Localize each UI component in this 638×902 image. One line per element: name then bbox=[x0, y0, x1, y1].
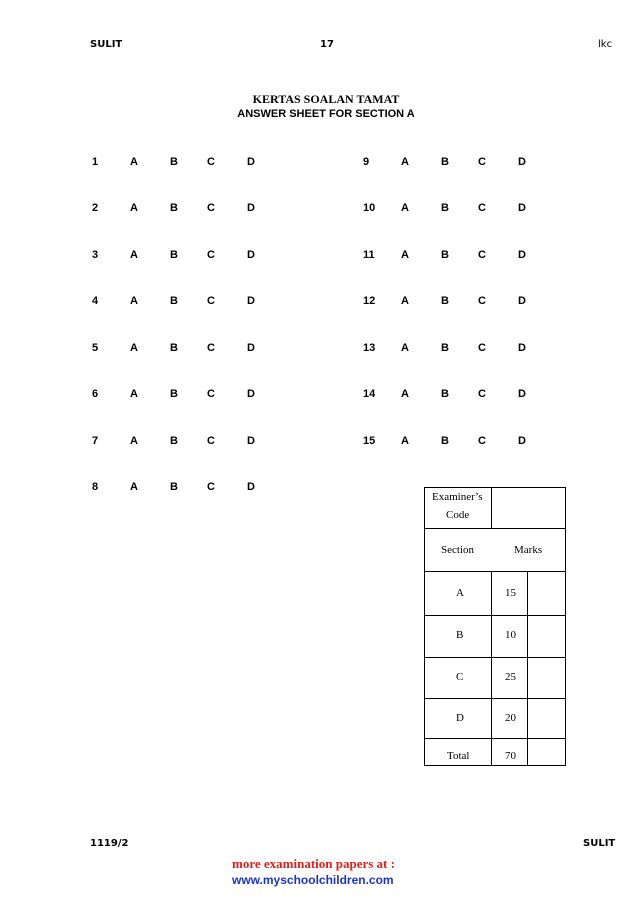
option-c[interactable]: C bbox=[207, 249, 215, 261]
header-sulit: SULIT bbox=[90, 39, 123, 50]
option-a[interactable]: A bbox=[130, 202, 138, 214]
option-a[interactable]: A bbox=[130, 342, 138, 354]
page-number: 17 bbox=[320, 39, 334, 50]
marks-header: Marks bbox=[514, 544, 543, 556]
section-a-marks: 15 bbox=[505, 587, 516, 599]
option-d[interactable]: D bbox=[518, 202, 526, 214]
section-d-marks: 20 bbox=[505, 712, 516, 724]
option-d[interactable]: D bbox=[518, 295, 526, 307]
question-number: 15 bbox=[363, 435, 376, 447]
option-b[interactable]: B bbox=[170, 435, 178, 447]
section-a-label: A bbox=[456, 587, 464, 599]
question-row bbox=[363, 202, 623, 216]
option-c[interactable]: C bbox=[207, 295, 215, 307]
question-number: 10 bbox=[363, 202, 376, 214]
option-b[interactable]: B bbox=[441, 156, 449, 168]
option-a[interactable]: A bbox=[130, 481, 138, 493]
option-b[interactable]: B bbox=[170, 295, 178, 307]
section-header: Section bbox=[441, 544, 474, 556]
option-b[interactable]: B bbox=[441, 342, 449, 354]
option-a[interactable]: A bbox=[130, 249, 138, 261]
question-row bbox=[92, 295, 352, 309]
question-row bbox=[92, 156, 352, 170]
option-d[interactable]: D bbox=[247, 295, 255, 307]
question-row bbox=[92, 249, 352, 263]
section-b-label: B bbox=[456, 629, 464, 641]
option-c[interactable]: C bbox=[478, 388, 486, 400]
option-a[interactable]: A bbox=[401, 342, 409, 354]
option-d[interactable]: D bbox=[247, 481, 255, 493]
question-row bbox=[363, 435, 623, 449]
question-row bbox=[92, 202, 352, 216]
question-row bbox=[92, 481, 352, 495]
option-c[interactable]: C bbox=[207, 481, 215, 493]
question-row bbox=[363, 156, 623, 170]
option-b[interactable]: B bbox=[441, 202, 449, 214]
option-a[interactable]: A bbox=[130, 295, 138, 307]
section-c-label: C bbox=[456, 671, 464, 683]
option-a[interactable]: A bbox=[130, 156, 138, 168]
option-b[interactable]: B bbox=[441, 435, 449, 447]
footer-sulit: SULIT bbox=[583, 838, 616, 849]
option-a[interactable]: A bbox=[401, 435, 409, 447]
option-b[interactable]: B bbox=[170, 388, 178, 400]
question-number: 8 bbox=[92, 481, 99, 493]
question-row bbox=[92, 342, 352, 356]
option-d[interactable]: D bbox=[247, 202, 255, 214]
option-c[interactable]: C bbox=[207, 202, 215, 214]
option-a[interactable]: A bbox=[401, 156, 409, 168]
option-d[interactable]: D bbox=[518, 435, 526, 447]
question-row bbox=[363, 388, 623, 402]
section-c-marks: 25 bbox=[505, 671, 516, 683]
examiner-code-label-line1: Examiner’s bbox=[432, 491, 483, 503]
title-answer-sheet: ANSWER SHEET FOR SECTION A bbox=[237, 108, 415, 120]
question-number: 1 bbox=[92, 156, 99, 168]
question-row bbox=[363, 342, 623, 356]
header-initials: lkc bbox=[598, 39, 613, 50]
option-b[interactable]: B bbox=[170, 156, 178, 168]
option-c[interactable]: C bbox=[207, 342, 215, 354]
option-b[interactable]: B bbox=[441, 388, 449, 400]
option-a[interactable]: A bbox=[130, 388, 138, 400]
question-row bbox=[92, 435, 352, 449]
section-b-marks: 10 bbox=[505, 629, 516, 641]
option-a[interactable]: A bbox=[401, 249, 409, 261]
question-row bbox=[92, 388, 352, 402]
question-number: 3 bbox=[92, 249, 99, 261]
question-number: 5 bbox=[92, 342, 99, 354]
examiner-table bbox=[424, 487, 566, 766]
question-number: 11 bbox=[363, 249, 375, 261]
option-d[interactable]: D bbox=[247, 249, 255, 261]
question-number: 13 bbox=[363, 342, 376, 354]
option-d[interactable]: D bbox=[518, 156, 526, 168]
total-marks: 70 bbox=[505, 750, 516, 762]
option-a[interactable]: A bbox=[401, 388, 409, 400]
option-a[interactable]: A bbox=[401, 202, 409, 214]
option-c[interactable]: C bbox=[478, 249, 486, 261]
option-c[interactable]: C bbox=[478, 295, 486, 307]
option-c[interactable]: C bbox=[207, 435, 215, 447]
option-d[interactable]: D bbox=[518, 342, 526, 354]
option-d[interactable]: D bbox=[247, 156, 255, 168]
question-number: 12 bbox=[363, 295, 376, 307]
option-c[interactable]: C bbox=[478, 202, 486, 214]
option-b[interactable]: B bbox=[170, 249, 178, 261]
section-d-label: D bbox=[456, 712, 464, 724]
question-number: 4 bbox=[92, 295, 99, 307]
option-b[interactable]: B bbox=[441, 295, 449, 307]
question-number: 2 bbox=[92, 202, 99, 214]
paper-code: 1119/2 bbox=[90, 838, 129, 849]
question-number: 9 bbox=[363, 156, 370, 168]
option-b[interactable]: B bbox=[170, 342, 178, 354]
examiner-code-label-line2: Code bbox=[446, 509, 470, 521]
total-label: Total bbox=[447, 750, 470, 762]
question-row bbox=[363, 249, 623, 263]
question-number: 6 bbox=[92, 388, 99, 400]
option-c[interactable]: C bbox=[478, 156, 486, 168]
option-b[interactable]: B bbox=[441, 249, 449, 261]
option-c[interactable]: C bbox=[478, 435, 486, 447]
promo-link[interactable]: www.myschoolchildren.com bbox=[232, 873, 394, 887]
option-a[interactable]: A bbox=[401, 295, 409, 307]
title-kertas-soalan-tamat: KERTAS SOALAN TAMAT bbox=[252, 92, 400, 106]
option-a[interactable]: A bbox=[130, 435, 138, 447]
option-d[interactable]: D bbox=[518, 249, 526, 261]
option-d[interactable]: D bbox=[247, 388, 255, 400]
option-d[interactable]: D bbox=[247, 342, 255, 354]
option-b[interactable]: B bbox=[170, 202, 178, 214]
question-number: 14 bbox=[363, 388, 376, 400]
option-c[interactable]: C bbox=[478, 342, 486, 354]
question-number: 7 bbox=[92, 435, 99, 447]
question-row bbox=[363, 295, 623, 309]
option-d[interactable]: D bbox=[247, 435, 255, 447]
option-b[interactable]: B bbox=[170, 481, 178, 493]
option-d[interactable]: D bbox=[518, 388, 526, 400]
option-c[interactable]: C bbox=[207, 156, 215, 168]
option-c[interactable]: C bbox=[207, 388, 215, 400]
promo-text: more examination papers at : bbox=[232, 856, 395, 871]
